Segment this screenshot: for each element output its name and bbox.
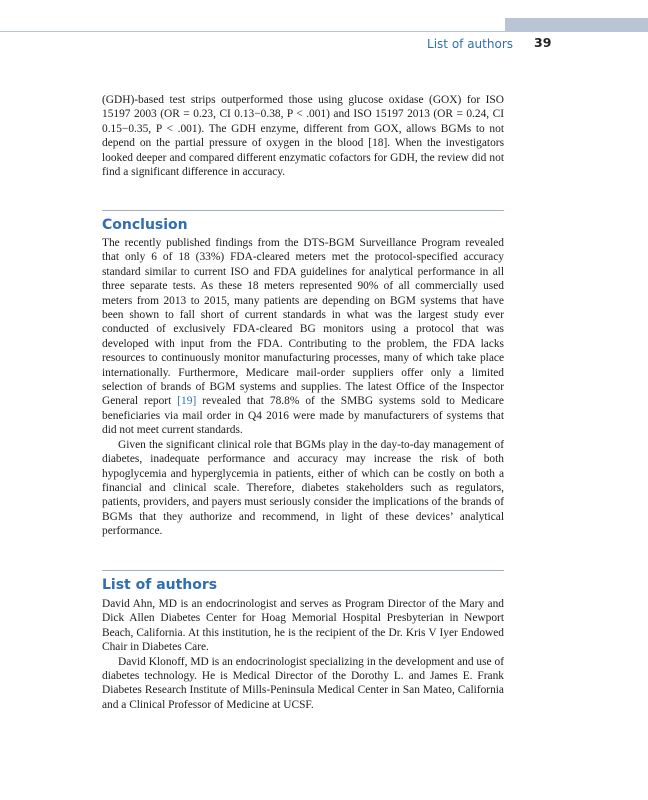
- conclusion-heading: Conclusion: [102, 217, 188, 233]
- authors-heading: List of authors: [102, 577, 218, 593]
- page-number: 39: [534, 35, 552, 50]
- intro-paragraph: (GDH)-based test strips outperformed those using glucose oxidase (GOX) for ISO 15197 2003 (OR = 0.23, CI 0.13−0.38, P < .001) and ISO 15197 2013 (OR = 0.24, CI 0.15−0.35, P < .001). The GDH enzyme, different from GOX, allows BGMs to not depend on the partial pressure of oxygen in the blood [18]. When the investigators looked deeper and compared different enzymatic cofactors for GDH, the review did not find a significant difference in accuracy.: [102, 94, 504, 179]
- section-divider: [102, 570, 504, 571]
- author-bio-klonoff: David Klonoff, MD is an endocrinologist specializing in the development and use of diabetes technology. He is Medical Director of the Dorothy L. and James E. Frank Diabetes Research Institute of Mills-Peninsula Medical Center in San Mateo, California and a Clinical Professor of Medicine at UCSF.: [102, 655, 504, 711]
- citation-link[interactable]: [19]: [177, 395, 197, 408]
- conclusion-section: [102, 236, 504, 539]
- author-bio-ahn: David Ahn, MD is an endocrinologist and serves as Program Director of the Mary and Dick Allen Diabetes Center for Hoag Memorial Hospital Presbyterian in Newport Beach, California. At this institution, he is the recipient of the Dr. Kris V Iyer Endowed Chair in Diabetes Care.: [102, 598, 504, 654]
- header-accent-bar: [505, 18, 648, 31]
- section-divider: [102, 210, 504, 211]
- conclusion-text-b: revealed that 78.8% of the SMBG systems sold to Medicare beneficiaries via mail order in Q4 2016 were made by manufacturers of systems that did not meet current standards.: [102, 395, 504, 437]
- conclusion-paragraph-1: [102, 236, 504, 438]
- authors-section: [102, 597, 504, 712]
- header-rule: [0, 31, 648, 32]
- running-head: List of authors: [427, 37, 513, 51]
- conclusion-text-a: The recently published findings from the DTS-BGM Surveillance Program revealed that only 6 of 18 (33%) FDA-cleared meters met the protocol-specified accuracy standard similar to current ISO and FDA guidelines for analytical performance in all three separate tests. As these 18 meters represented 90% of all commercially used meters from 2013 to 2015, many patients are depending on BGM systems that have been shown to fall short of current standards in what was the largest study ever conducted of exclusively FDA-cleared BG monitors using a protocol that was developed with input from the FDA. Contributing to the problem, the FDA lacks resources to continuously monitor manufacturing processes, many of which take place internationally. Furthermore, Medicare mail-order suppliers offer only a limited selection of brands of BGM systems and supplies. The latest Office of the Inspector General report: [102, 237, 504, 408]
- intro-section: [102, 93, 504, 179]
- conclusion-paragraph-2: Given the significant clinical role that BGMs play in the day-to-day management of diabetes, inadequate performance and accuracy may increase the risk of both hypoglycemia and hyperglycemia in patients, either of which can be costly on both a financial and clinical scale. Therefore, diabetes stakeholders such as regulators, patients, providers, and payers must seriously consider the implications of the brands of BGMs that they authorize and recommend, in light of these devices’ analytical performance.: [102, 438, 504, 538]
